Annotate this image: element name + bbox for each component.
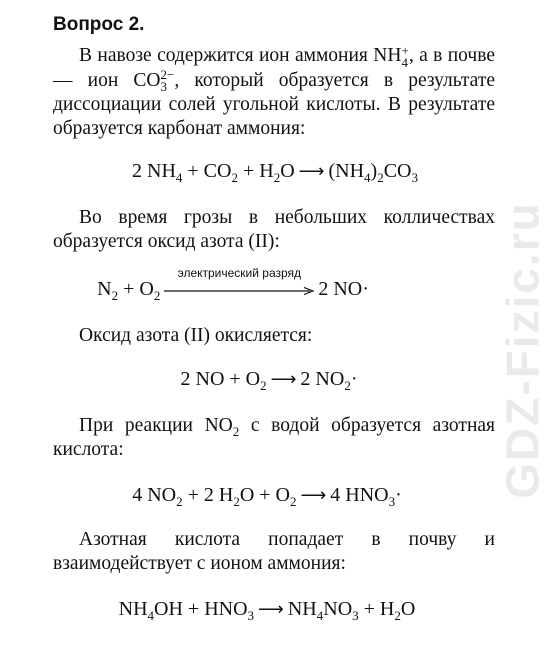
arrow-label: электрический разряд (177, 266, 302, 281)
watermark (497, 60, 550, 640)
index: 4 (401, 54, 408, 70)
term: + 2 H (182, 484, 234, 506)
subscript: 3 (411, 170, 418, 185)
term: · (395, 484, 402, 506)
term: · (350, 368, 358, 390)
text: В навозе содержится ион аммония (79, 45, 374, 66)
term: O (400, 598, 416, 620)
term: + CO (182, 160, 232, 182)
subscript: 2 (176, 494, 183, 509)
text: с водой образуется азотная кислота: (53, 415, 495, 460)
term: 2 NO· (318, 278, 369, 300)
term: 4 NO (132, 484, 177, 506)
subscript: 3 (352, 608, 359, 623)
reaction-arrow-icon: ⟶ (298, 161, 325, 182)
subscript: 2 (289, 494, 297, 509)
equation-nitric-oxide (0, 266, 508, 303)
term: O + O (239, 484, 290, 506)
equation-nitric-acid (0, 484, 542, 507)
paragraph-intro (53, 44, 495, 141)
term: + H (237, 160, 274, 182)
subscript: 2 (231, 170, 238, 185)
subscript: 4 (147, 608, 155, 623)
index: 3 (160, 79, 168, 95)
term: 2 NO + O (180, 368, 261, 390)
subscript: 2 (260, 378, 267, 393)
term: CO (383, 160, 412, 182)
discharge-arrow (164, 266, 314, 300)
equation-ammonium-carbonate (0, 160, 550, 183)
subscript: 4 (364, 170, 371, 185)
subscript: 4 (316, 608, 324, 623)
charge: + (401, 42, 409, 58)
term: + O (118, 278, 154, 300)
reaction-arrow-icon: ⟶ (270, 369, 297, 390)
text: Во время грозы в небольших колличествах образуется оксид азота (II): (53, 207, 495, 252)
ion-ammonium (373, 42, 409, 70)
term: OH + HNO (154, 598, 248, 620)
subscript: 3 (388, 494, 396, 509)
watermark-text: GDZ-Fizic.ru (497, 201, 550, 499)
text: , который образуется в результате диссоциации солей угольной кислоты. В результате образуется карбонат аммония: (53, 69, 496, 140)
term: O (280, 160, 295, 182)
paragraph-soil-reaction (53, 528, 495, 576)
subscript: 2 (111, 288, 119, 303)
equation-nitrogen-dioxide (0, 368, 544, 391)
term: 2 NO (300, 368, 345, 390)
subscript: 2 (377, 170, 384, 185)
ion-carbonate (133, 67, 175, 95)
question-heading: Вопрос 2. (53, 14, 145, 35)
term: (NH (328, 160, 365, 182)
subscript: 2 (273, 170, 281, 185)
text: Оксид азота (II) окисляется: (79, 325, 313, 346)
term: 2 NH (132, 160, 176, 182)
formula: NH (373, 45, 402, 66)
subscript: 2 (232, 423, 240, 439)
index-stack (161, 69, 175, 93)
term: ) (370, 160, 378, 182)
subscript: 2 (394, 608, 401, 623)
charge: 2− (160, 67, 175, 83)
term: NH (118, 598, 148, 620)
reaction-arrow-icon: ⟶ (300, 485, 327, 506)
term: + H (358, 598, 395, 620)
term: N (97, 278, 112, 300)
text: , а в почве — ион (53, 45, 495, 91)
term: NH (287, 598, 317, 620)
subscript: 4 (175, 170, 183, 185)
text: При реакции NO (79, 415, 233, 436)
paragraph-thunderstorm (53, 206, 495, 254)
term: 4 HNO (330, 484, 389, 506)
formula: CO (133, 69, 161, 91)
reaction-arrow-icon: ⟶ (258, 599, 284, 620)
paragraph-oxidation (53, 324, 495, 348)
subscript: 2 (233, 494, 240, 509)
paragraph-nitric-acid (53, 414, 495, 462)
text: Азотная кислота попадает в почву и взаимодействует с ионом аммония: (53, 529, 495, 574)
long-arrow-icon (164, 287, 314, 295)
subscript: 2 (344, 378, 351, 393)
equation-ammonium-nitrate (0, 598, 542, 621)
term: NO (323, 598, 353, 620)
index-stack (401, 42, 409, 70)
subscript: 2 (153, 288, 161, 303)
subscript: 3 (247, 608, 255, 623)
